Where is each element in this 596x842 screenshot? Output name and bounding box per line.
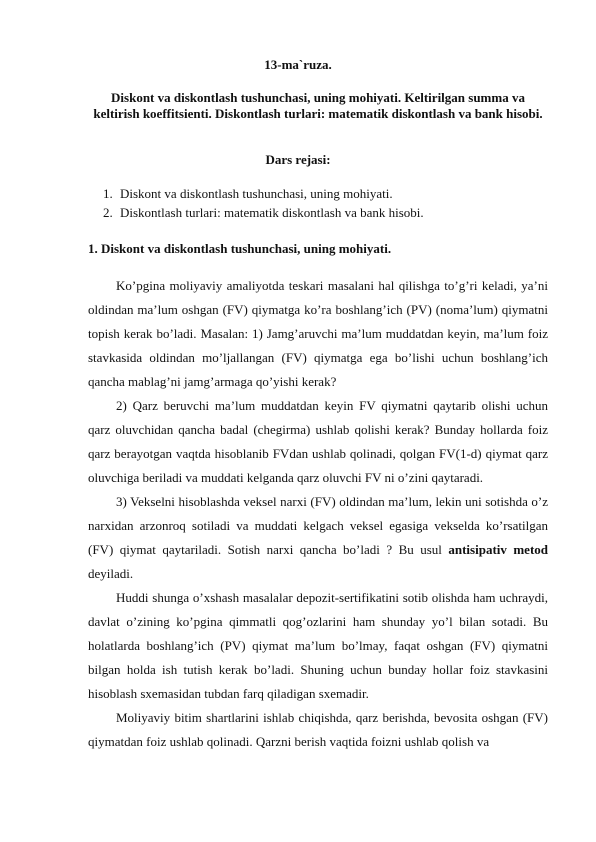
document-title: Diskont va diskontlash tushunchasi, uning mohiyati. Keltirilgan summa va keltirish koeffitsienti. Diskontlash turlari: matematik diskontlash va bank hisobi.: [93, 90, 543, 121]
paragraph: [88, 490, 548, 586]
plan-heading: Dars rejasi:: [265, 152, 331, 167]
paragraph-text: deyiladi.: [88, 566, 134, 581]
plan-item: [103, 203, 424, 222]
paragraph: Ko’pgina moliyaviy amaliyotda teskari masalani hal qilishga to’g’ri keladi, ya’ni oldindan ma’lum oshgan (FV) qiymatga ko’ra boshlang’ich (PV) (noma’lum) qiymatni topish kerak bo’ladi. Masalan: 1) Jamg’aruvchi ma’lum muddatdan keyin, ma’lum foiz stavkasida oldindan mo’ljallangan (FV) qiymatga ega bo’lishi uchun boshlang’ich qancha mablag’ni jamg’armaga qo’yishi kerak?: [88, 278, 548, 389]
paragraph: 2) Qarz beruvchi ma’lum muddatdan keyin FV qiymatni qaytarib olishi uchun qarz oluvchidan qancha badal (chegirma) ushlab qolishi kerak? Bunday hollarda foiz qarz berayotgan vaqtda hisoblanib FVdan ushlab qolinadi, qolgan FV(1-d) qiymat qarz oluvchiga beriladi va muddati kelganda qarz oluvchi FV ni o’zini qaytaradi.: [88, 398, 548, 485]
section-heading: 1. Diskont va diskontlash tushunchasi, uning mohiyati.: [88, 241, 392, 256]
plan-list: [103, 184, 424, 222]
plan-item-number: 1.: [103, 186, 113, 201]
plan-item-number: 2.: [103, 205, 113, 220]
paragraph-text: 3) Vekselni hisoblashda veksel narxi (FV) oldindan ma’lum, lekin uni sotishda o’z narxidan arzonroq sotiladi va muddati kelgach veksel egasiga vekselda ko’rsatilgan (FV) qiymat qaytariladi. Sotish narxi qancha bo’ladi ? Bu usul: [88, 494, 548, 557]
bold-term: antisipativ metod: [448, 542, 549, 557]
plan-item: [103, 184, 424, 203]
plan-item-text: Diskont va diskontlash tushunchasi, uning mohiyati.: [120, 186, 393, 201]
plan-item-text: Diskontlash turlari: matematik diskontlash va bank hisobi.: [120, 205, 424, 220]
paragraph: Huddi shunga o’xshash masalalar depozit-sertifikatini sotib olishda ham uchraydi, davlat o’zining ko’pgina qimmatli qog’ozlarini ham shunday yo’l bilan sotadi. Bu holatlarda boshlang’ich (PV) qiymat ma’lum bo’lmay, faqat oshgan (FV) qiymatni bilgan holda ish tutish kerak bo’ladi. Shuning uchun bunday hollar foiz stavkasini hisoblash sxemasidan tubdan farq qiladigan sxemadir.: [88, 590, 548, 701]
lecture-number: 13-ma`ruza.: [264, 57, 332, 72]
paragraph: Moliyaviy bitim shartlarini ishlab chiqishda, qarz berishda, bevosita oshgan (FV) qiymatdan foiz ushlab qolinadi. Qarzni berish vaqtida foizni ushlab qolish va: [88, 710, 548, 749]
body-text: [88, 274, 548, 754]
